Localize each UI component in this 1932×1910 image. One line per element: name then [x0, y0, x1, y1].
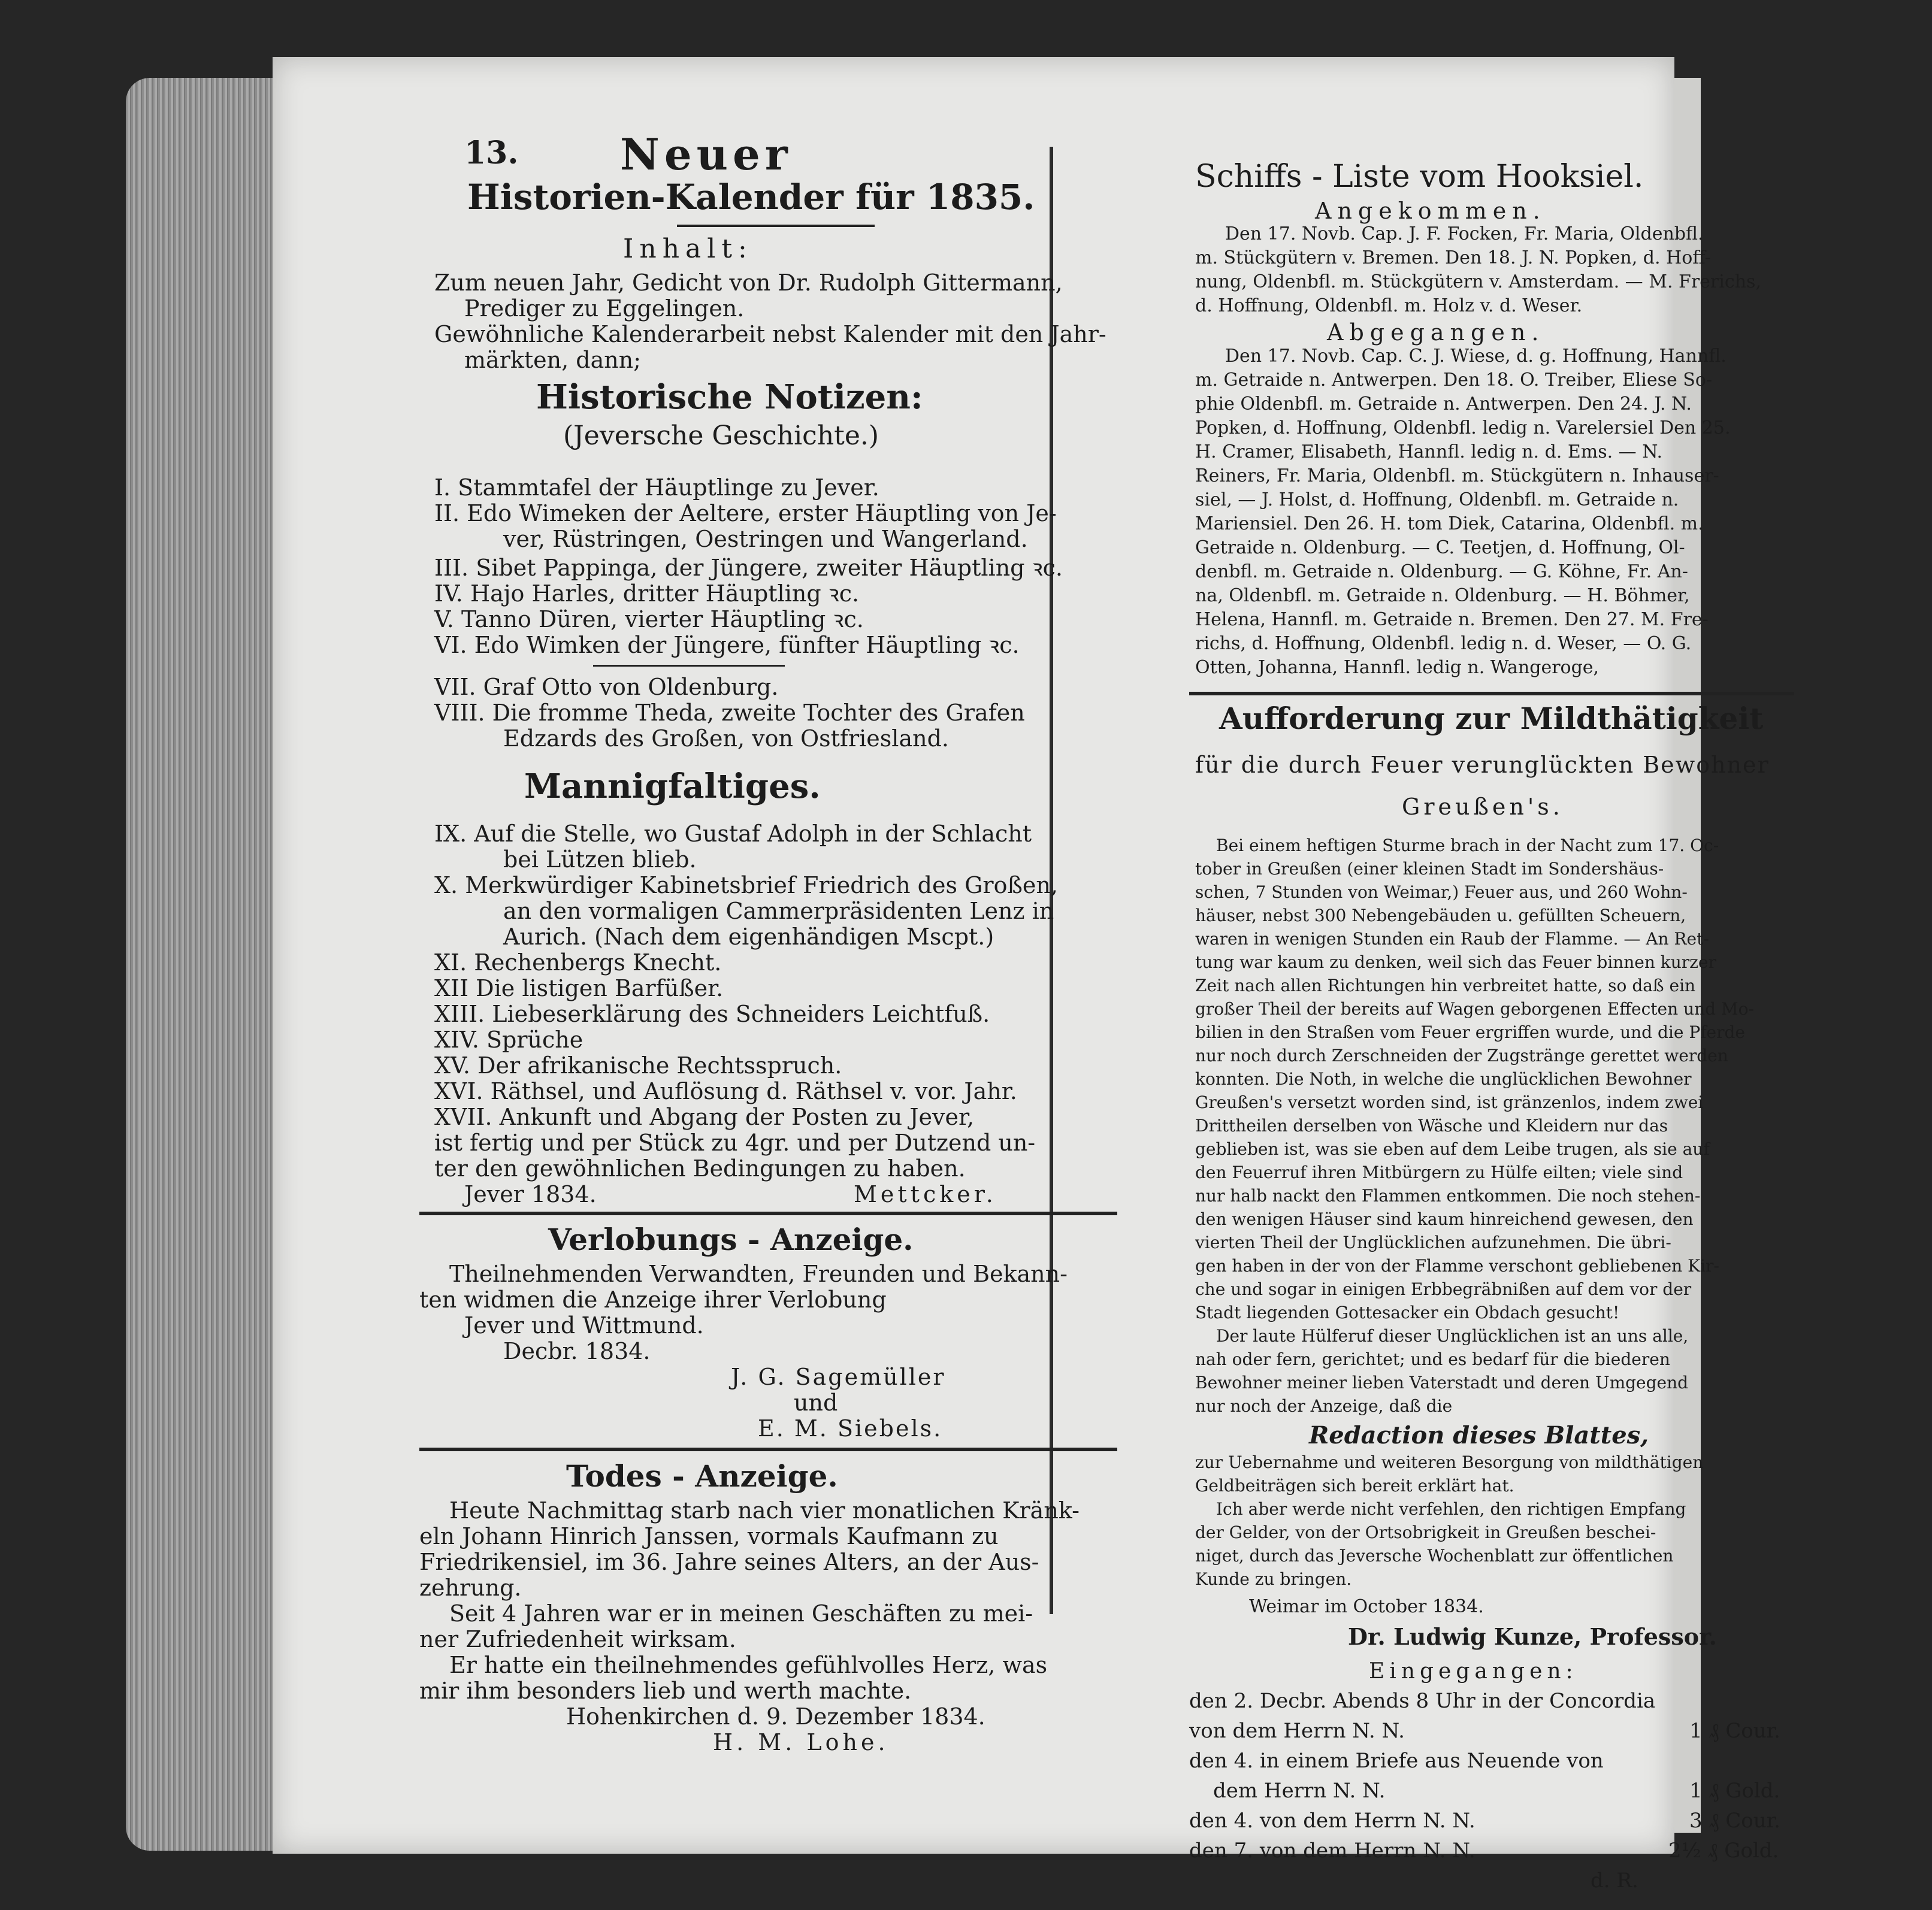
misc-item: an den vormaligen Cammerpräsidenten Lenz in: [503, 898, 1054, 924]
section-title-misc: Mannigfaltiges.: [524, 767, 821, 806]
death-place-date: Hohenkirchen d. 9. Dezember 1834.: [566, 1703, 985, 1730]
appeal-line: Greußen's versetzt worden sind, ist gränzenlos, indem zwei: [1195, 1092, 1704, 1112]
calendar-title-word: Neuer: [620, 129, 793, 180]
misc-item: IX. Auf die Stelle, wo Gustaf Adolph in der Schlacht: [434, 821, 1032, 847]
received-row-text: den 7. von dem Herrn N. N.: [1189, 1839, 1476, 1863]
appeal-line: der Gelder, von der Ortsobrigkeit in Greußen beschei-: [1195, 1522, 1656, 1542]
engagement-name1: J. G. Sagemüller: [731, 1364, 946, 1390]
engagement-line: Theilnehmenden Verwandten, Freunden und Bekann-: [449, 1261, 1068, 1287]
received-sign: d. R.: [1591, 1869, 1638, 1893]
appeal-line: schen, 7 Stunden von Weimar,) Feuer aus, und 260 Wohn-: [1195, 882, 1688, 902]
ships-line: H. Cramer, Elisabeth, Hannfl. ledig n. d. Ems. — N.: [1195, 441, 1663, 462]
appeal-line: den Feuerruf ihren Mitbürgern zu Hülfe eilten; viele sind: [1195, 1163, 1683, 1182]
calendar-place-date: Jever 1834.: [464, 1181, 597, 1207]
appeal-line: vierten Theil der Unglücklichen aufzunehmen. Die übri-: [1195, 1233, 1671, 1252]
received-row-text: von dem Herrn N. N.: [1189, 1719, 1405, 1743]
ships-line: Otten, Johanna, Hannfl. ledig n. Wangeroge,: [1195, 657, 1600, 678]
ships-line: denbfl. m. Getraide n. Oldenburg. — G. Köhne, Fr. An-: [1195, 561, 1688, 582]
appeal-line: zur Uebernahme und weiteren Besorgung von mildthätigen: [1195, 1452, 1704, 1472]
appeal-line: niget, durch das Jeversche Wochenblatt zur öffentlichen: [1195, 1546, 1674, 1566]
appeal-line: che und sogar in einigen Erbbegräbnißen auf dem vor der: [1195, 1279, 1692, 1299]
appeal-subtitle: für die durch Feuer verunglückten Bewohner: [1195, 752, 1770, 778]
engagement-date: Decbr. 1834.: [503, 1338, 651, 1364]
appeal-line: gen haben in der von der Flamme verschont gebliebenen Kir-: [1195, 1256, 1719, 1276]
appeal-line: häuser, nebst 300 Nebengebäuden u. gefüllten Scheuern,: [1195, 906, 1686, 925]
appeal-line: Bei einem heftigen Sturme brach in der Nacht zum 17. Oc-: [1216, 836, 1719, 855]
calendar-number: 13.: [464, 135, 519, 171]
misc-item: ter den gewöhnlichen Bedingungen zu haben.: [434, 1155, 966, 1182]
ships-line: Den 17. Novb. Cap. C. J. Wiese, d. g. Hoffnung, Hannfl.: [1225, 346, 1727, 367]
intro-line: Prediger zu Eggelingen.: [464, 295, 745, 322]
engagement-name2: E. M. Siebels.: [758, 1415, 943, 1442]
death-line: eln Johann Hinrich Janssen, vormals Kaufmann zu: [419, 1523, 999, 1549]
appeal-line: Geldbeiträgen sich bereit erklärt hat.: [1195, 1476, 1514, 1496]
history-item: ver, Rüstringen, Oestringen und Wangerland.: [503, 526, 1028, 552]
misc-item: XIII. Liebeserklärung des Schneiders Leichtfuß.: [434, 1001, 990, 1027]
ships-line: Popken, d. Hoffnung, Oldenbfl. ledig n. Varelersiel Den 25.: [1195, 417, 1731, 438]
ships-departed-heading: Abgegangen.: [1327, 319, 1545, 346]
ships-arrived-heading: Angekommen.: [1315, 198, 1546, 224]
section-subtitle-history: (Jeversche Geschichte.): [563, 420, 879, 451]
book-edge: [126, 78, 276, 1851]
ships-line: d. Hoffnung, Oldenbfl. m. Holz v. d. Weser.: [1195, 295, 1583, 316]
received-row-amount: 2½ ₰ Gold.: [1668, 1839, 1779, 1863]
death-title: Todes - Anzeige.: [566, 1458, 838, 1494]
misc-item: XII Die listigen Barfüßer.: [434, 975, 724, 1001]
received-row-amount: 1 ₰ Gold.: [1689, 1779, 1780, 1803]
calendar-signature: Mettcker.: [854, 1181, 997, 1207]
death-line: Heute Nachmittag starb nach vier monatlichen Kränk-: [449, 1497, 1080, 1524]
appeal-line: Bewohner meiner lieben Vaterstadt und deren Umgegend: [1195, 1373, 1689, 1393]
appeal-line: nah oder fern, gerichtet; und es bedarf für die biederen: [1195, 1349, 1670, 1369]
intro-line: märkten, dann;: [464, 347, 642, 373]
history-item: VIII. Die fromme Theda, zweite Tochter des Grafen: [434, 700, 1025, 726]
history-item: Edzards des Großen, von Ostfriesland.: [503, 725, 949, 752]
history-item: II. Edo Wimeken der Aeltere, erster Häuptling von Je-: [434, 500, 1057, 526]
ships-line: nung, Oldenbfl. m. Stückgütern v. Amsterdam. — M. Frerichs,: [1195, 271, 1761, 292]
section-rule: [419, 1448, 1117, 1451]
intro-line: Gewöhnliche Kalenderarbeit nebst Kalender mit den Jahr-: [434, 321, 1106, 347]
history-item: V. Tanno Düren, vierter Häuptling ꝛc.: [434, 606, 864, 632]
ships-line: m. Stückgütern v. Bremen. Den 18. J. N. Popken, d. Hoff-: [1195, 247, 1711, 268]
death-line: zehrung.: [419, 1575, 522, 1601]
ships-line: Getraide n. Oldenburg. — C. Teetjen, d. Hoffnung, Ol-: [1195, 537, 1685, 558]
section-rule: [419, 1212, 1117, 1215]
calendar-title: Historien-Kalender für 1835.: [467, 177, 1035, 217]
ships-line: siel, — J. Holst, d. Hoffnung, Oldenbfl. m. Getraide n.: [1195, 489, 1679, 510]
misc-item: X. Merkwürdiger Kabinetsbrief Friedrich des Großen,: [434, 872, 1058, 898]
misc-item: XV. Der afrikanische Rechtsspruch.: [434, 1052, 842, 1079]
section-title-history: Historische Notizen:: [536, 377, 923, 417]
appeal-place: Greußen's.: [1402, 794, 1564, 820]
appeal-line: großer Theil der bereits auf Wagen geborgenen Effecten und Mo-: [1195, 999, 1754, 1019]
ships-line: Helena, Hannfl. m. Getraide n. Bremen. Den 27. M. Fre-: [1195, 609, 1709, 630]
received-row-text: den 4. von dem Herrn N. N.: [1189, 1809, 1476, 1833]
newspaper-page: [273, 57, 1780, 1893]
misc-item: XVII. Ankunft und Abgang der Posten zu Jever,: [434, 1104, 975, 1130]
contents-heading: Inhalt:: [623, 234, 753, 264]
engagement-conj: und: [794, 1390, 838, 1416]
received-row-text: dem Herrn N. N.: [1213, 1779, 1386, 1803]
section-rule: [1189, 692, 1794, 695]
appeal-signature: Dr. Ludwig Kunze, Professor.: [1348, 1623, 1717, 1650]
engagement-line: Jever und Wittmund.: [464, 1312, 704, 1339]
appeal-line: Stadt liegenden Gottesacker ein Obdach gesucht!: [1195, 1303, 1620, 1322]
appeal-title: Aufforderung zur Mildthätigkeit: [1219, 701, 1764, 736]
appeal-line: nur noch durch Zerschneiden der Zugstränge gerettet werden: [1195, 1046, 1728, 1066]
received-row-amount: 3 ₰ Cour.: [1689, 1809, 1780, 1833]
ships-line: richs, d. Hoffnung, Oldenbfl. ledig n. d. Weser, — O. G.: [1195, 633, 1692, 654]
death-signature: H. M. Lohe.: [713, 1729, 889, 1755]
ships-title: Schiffs - Liste vom Hooksiel.: [1195, 159, 1644, 195]
intro-line: Zum neuen Jahr, Gedicht von Dr. Rudolph Gittermann,: [434, 270, 1063, 296]
appeal-place-date: Weimar im October 1834.: [1249, 1596, 1484, 1617]
history-rule: [593, 665, 785, 667]
appeal-line: Drittheilen derselben von Wäsche und Kleidern nur das: [1195, 1116, 1668, 1136]
received-row-text: den 4. in einem Briefe aus Neuende von: [1189, 1749, 1604, 1773]
misc-item: XI. Rechenbergs Knecht.: [434, 949, 722, 976]
misc-item: XIV. Sprüche: [434, 1027, 583, 1053]
misc-item: Aurich. (Nach dem eigenhändigen Mscpt.): [503, 924, 994, 950]
appeal-line: geblieben ist, was sie eben auf dem Leibe trugen, als sie auf: [1195, 1139, 1710, 1159]
right-column: [1189, 135, 1932, 1893]
appeal-line: konnten. Die Noth, in welche die unglücklichen Bewohner: [1195, 1069, 1692, 1089]
history-item: IV. Hajo Harles, dritter Häuptling ꝛc.: [434, 580, 860, 607]
ships-line: phie Oldenbfl. m. Getraide n. Antwerpen. Den 24. J. N.: [1195, 393, 1692, 414]
misc-item: XVI. Räthsel, und Auflösung d. Räthsel v. vor. Jahr.: [434, 1078, 1017, 1104]
appeal-redaction: Redaction dieses Blattes,: [1309, 1421, 1649, 1449]
ships-line: Reiners, Fr. Maria, Oldenbfl. m. Stückgütern n. Inhauser-: [1195, 465, 1719, 486]
ships-line: Den 17. Novb. Cap. J. F. Focken, Fr. Maria, Oldenbfl.: [1225, 223, 1704, 244]
appeal-line: den wenigen Häuser sind kaum hinreichend gewesen, den: [1195, 1209, 1694, 1229]
death-line: mir ihm besonders lieb und werth machte.: [419, 1678, 912, 1704]
engagement-line: ten widmen die Anzeige ihrer Verlobung: [419, 1287, 887, 1313]
history-item: VI. Edo Wimken der Jüngere, fünfter Häuptling ꝛc.: [434, 632, 1020, 658]
appeal-line: Der laute Hülferuf dieser Unglücklichen ist an uns alle,: [1216, 1326, 1689, 1346]
title-rule: [677, 225, 875, 227]
left-column: [419, 129, 1294, 1755]
appeal-line: bilien in den Straßen vom Feuer ergriffen wurde, und die Pferde: [1195, 1022, 1745, 1042]
death-line: ner Zufriedenheit wirksam.: [419, 1626, 736, 1652]
received-row-text: den 2. Decbr. Abends 8 Uhr in der Concordia: [1189, 1689, 1656, 1713]
appeal-line: nur noch der Anzeige, daß die: [1195, 1396, 1453, 1416]
appeal-line: Kunde zu bringen.: [1195, 1569, 1352, 1589]
appeal-line: nur halb nackt den Flammen entkommen. Die noch stehen-: [1195, 1186, 1701, 1206]
engagement-title: Verlobungs - Anzeige.: [548, 1222, 914, 1257]
misc-item: ist fertig und per Stück zu 4gr. und per Dutzend un-: [434, 1130, 1036, 1156]
ships-line: na, Oldenbfl. m. Getraide n. Oldenburg. — H. Böhmer,: [1195, 585, 1690, 606]
appeal-line: Ich aber werde nicht verfehlen, den richtigen Empfang: [1216, 1499, 1686, 1519]
received-row-amount: 1 ₰ Cour.: [1689, 1719, 1780, 1743]
appeal-line: tober in Greußen (einer kleinen Stadt im Sondershäus-: [1195, 859, 1664, 879]
received-heading: Eingegangen:: [1369, 1659, 1578, 1684]
history-item: VII. Graf Otto von Oldenburg.: [434, 674, 779, 700]
history-item: III. Sibet Pappinga, der Jüngere, zweiter Häuptling ꝛc.: [434, 555, 1063, 581]
history-item: I. Stammtafel der Häuptlinge zu Jever.: [434, 474, 879, 501]
death-line: Friedrikensiel, im 36. Jahre seines Alters, an der Aus-: [419, 1549, 1039, 1575]
ships-line: Mariensiel. Den 26. H. tom Diek, Catarina, Oldenbfl. m.: [1195, 513, 1704, 534]
appeal-line: Zeit nach allen Richtungen hin verbreitet hatte, so daß ein: [1195, 976, 1696, 995]
misc-item: bei Lützen blieb.: [503, 846, 697, 873]
death-line: Er hatte ein theilnehmendes gefühlvolles Herz, was: [449, 1652, 1048, 1678]
ships-line: m. Getraide n. Antwerpen. Den 18. O. Treiber, Eliese So-: [1195, 370, 1713, 391]
appeal-line: waren in wenigen Stunden ein Raub der Flamme. — An Ret-: [1195, 929, 1709, 949]
appeal-line: tung war kaum zu denken, weil sich das Feuer binnen kurzer: [1195, 952, 1716, 972]
death-line: Seit 4 Jahren war er in meinen Geschäften zu mei-: [449, 1600, 1033, 1627]
